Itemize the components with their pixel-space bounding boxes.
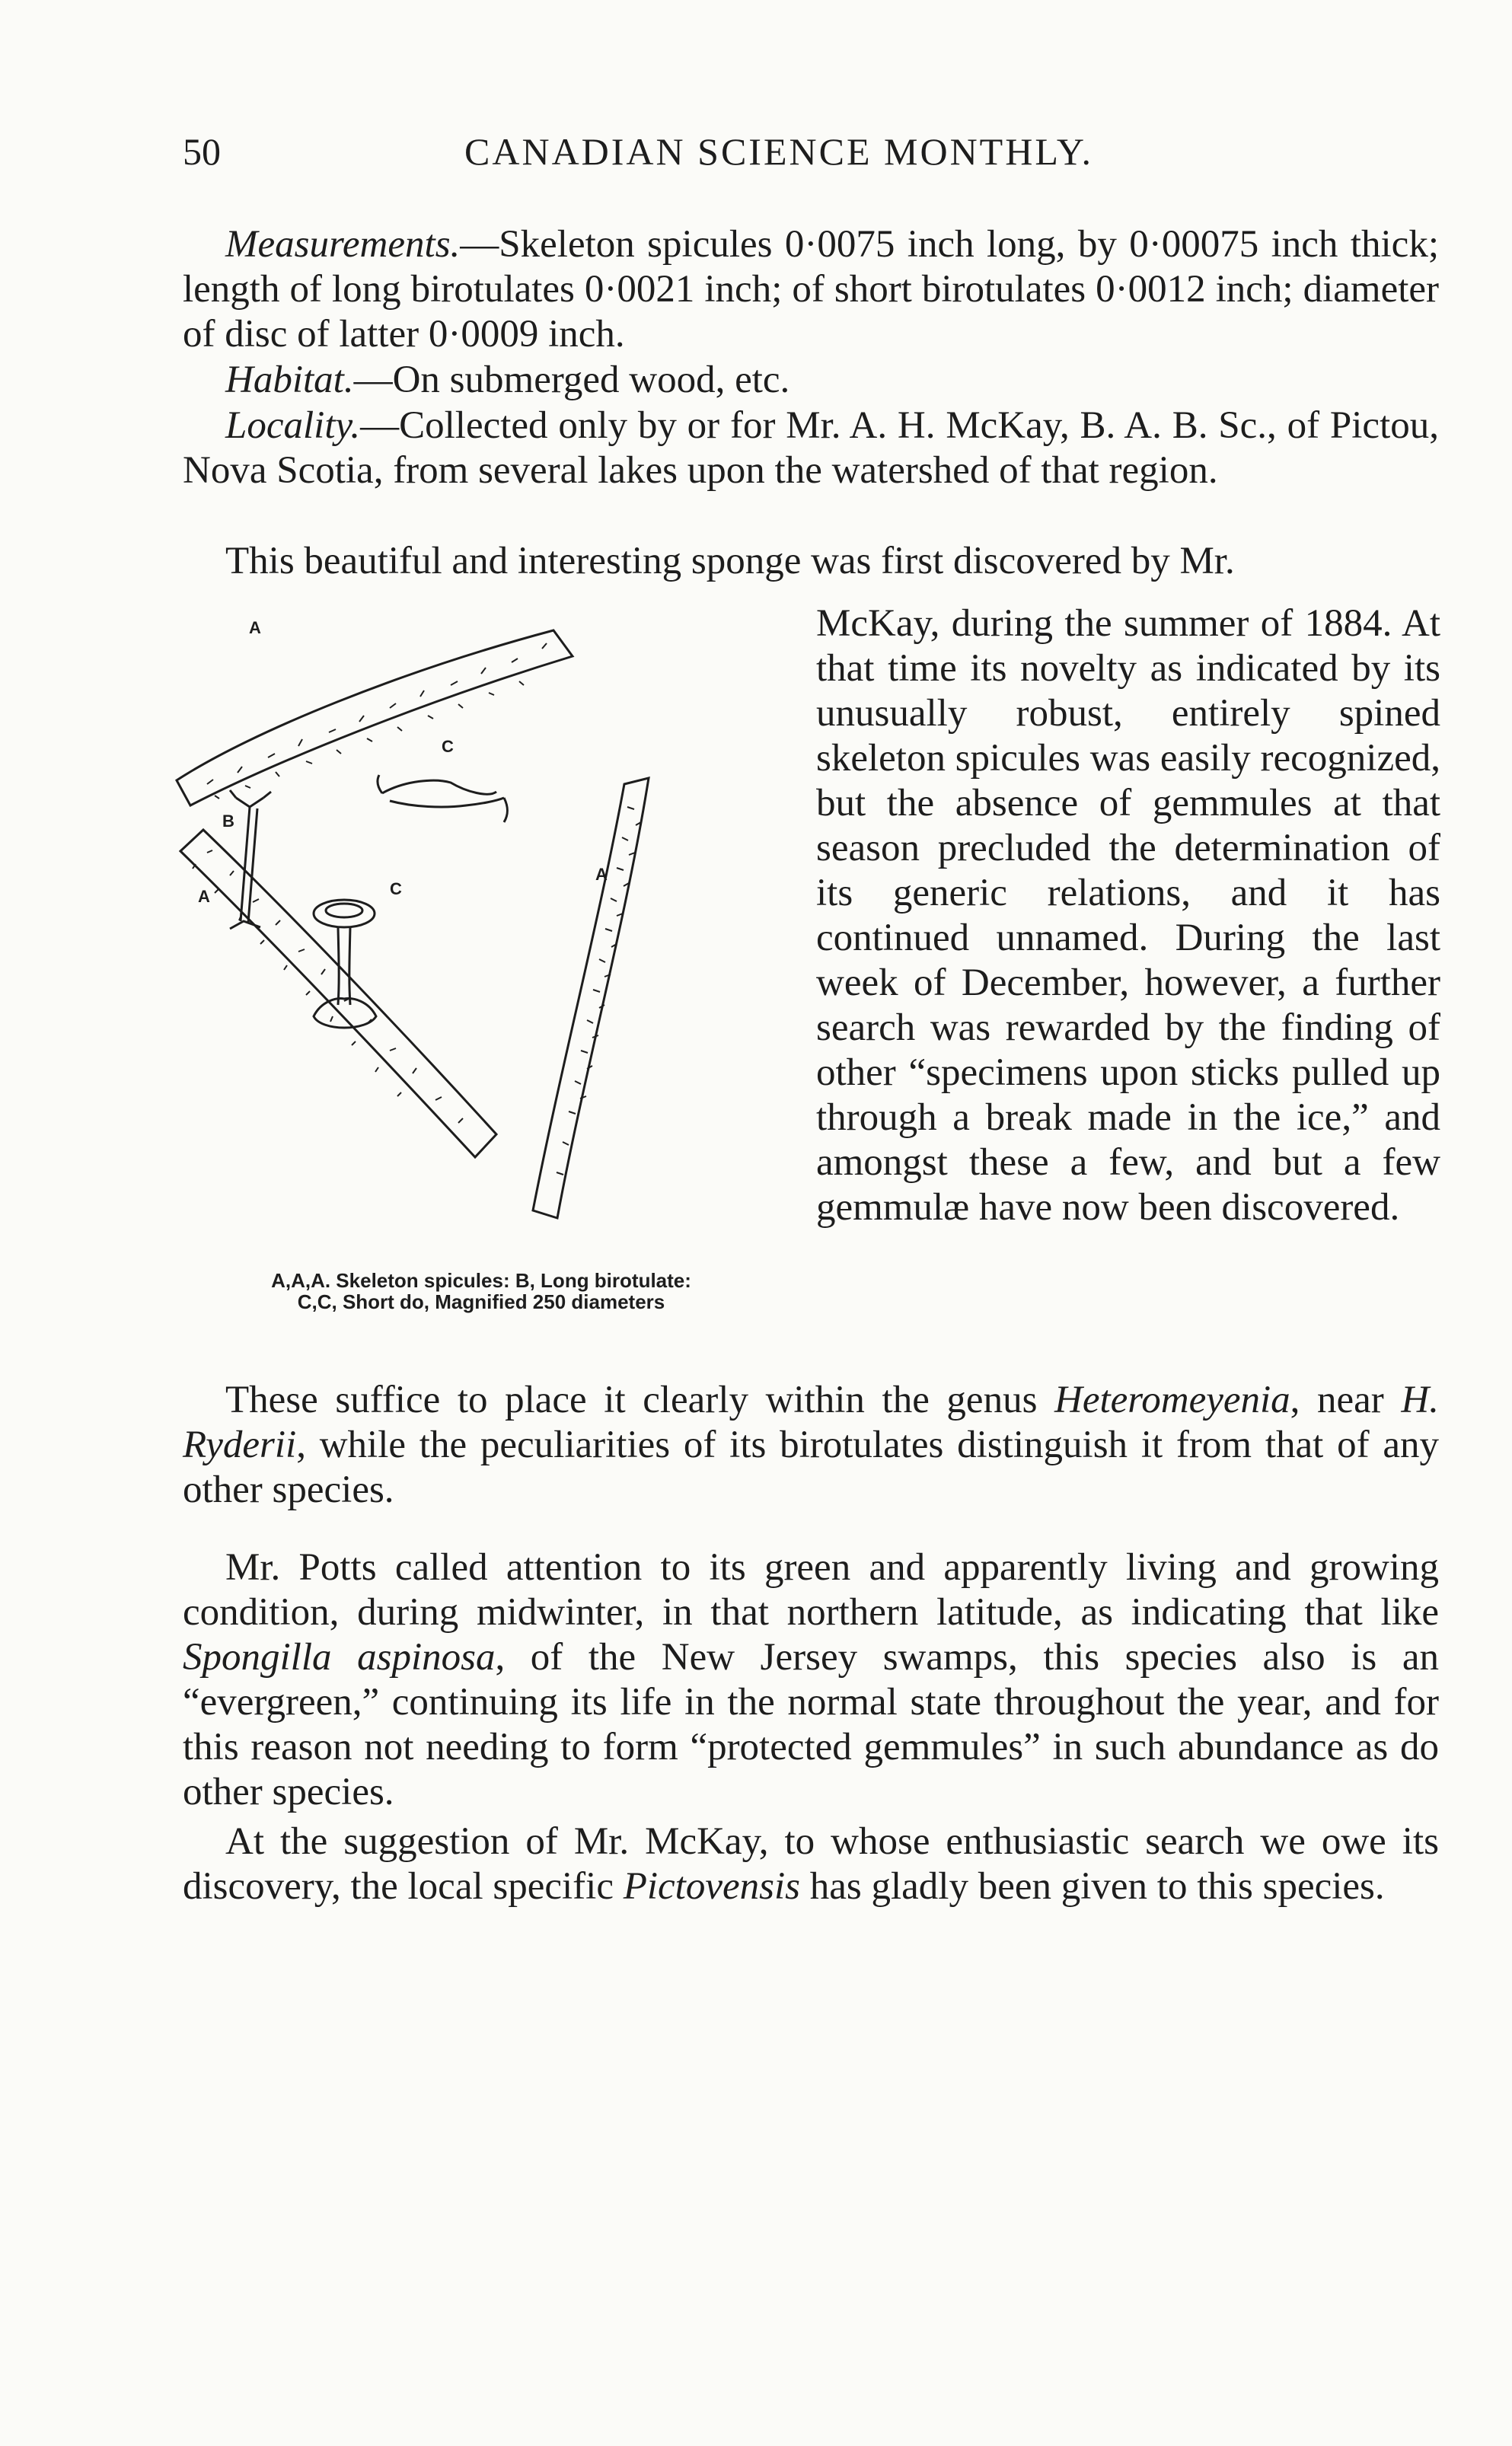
species-name: H. Ryderii [183,1379,1439,1466]
page-number: 50 [183,130,221,173]
discovery-wrapped-text: McKay, during the summer of 1884. At that time its novelty as indicated by its unusually robust, entirely spined skeleton spicules was easily recognized, but the absence of gemmules at that season precluded the determination of its generic relations, and it has continued unnamed. During the last week of December, however, a further search was rewarded by the finding of other “specimens upon sticks pulled up through a break made in the ice,” and amongst these a few, and but a few gemmulæ have now been discovered. [816,602,1440,1229]
habitat-label: Habitat. [225,359,354,401]
measurements-paragraph [183,222,1439,357]
discovery-intro: This beautiful and interesting sponge was first discovered by Mr. [225,540,1235,582]
page-header [183,129,1431,183]
naming-specific: Pictovensis [623,1865,800,1908]
measurements-text: —Skeleton spicules 0·0075 inch long, by 0·00075 inch thick; length of long birotulates 0·0021 inch; of short birotulates 0·0012 inch; diameter of disc of latter 0·0009 inch. [183,223,1439,356]
locality-paragraph [183,403,1439,493]
naming-text-pre: At the suggestion of Mr. McKay, to whose enthusiastic search we owe its discovery, the local specific [183,1820,1439,1908]
habitat-text: —On submerged wood, etc. [353,359,790,401]
locality-text: —Collected only by or for Mr. A. H. McKay, B. A. B. Sc., of Pictou, Nova Scotia, from several lakes upon the watershed of that region. [183,404,1439,492]
potts-text-post: , of the New Jersey swamps, this species also is an “evergreen,” continuing its life in the normal state throughout the year, and for this reason not needing to form “protected gemmules” in such abundance as do other species. [183,1636,1439,1813]
figure-caption [161,1270,801,1312]
potts-text-pre: Mr. Potts called attention to its green and apparently living and growing condition, during midwinter, in that northern latitude, as indicating that like [183,1546,1439,1634]
label-c-middle: C [390,879,402,898]
locality-label: Locality. [225,404,361,447]
naming-paragraph [183,1819,1439,1909]
short-birotulate-middle [314,900,376,1028]
skeleton-spicule-right [533,778,649,1218]
label-a-left: A [198,887,210,906]
label-a-right: A [595,865,608,884]
figure-caption-line-2: C,C, Short do, Magnified 250 diameters [297,1290,665,1313]
label-b: B [222,812,234,831]
potts-paragraph [183,1545,1439,1815]
genus-text-pre: These suffice to place it clearly within the genus [225,1379,1055,1421]
skeleton-spicule-upper [177,630,573,805]
habitat-paragraph [183,358,1439,403]
figure-caption-line-1: A,A,A. Skeleton spicules: B, Long birotulate: [271,1269,691,1292]
sponge-spicule-figure [161,601,801,1271]
potts-species: Spongilla aspinosa [183,1636,496,1679]
naming-text-post: has gladly been given to this species. [799,1865,1385,1908]
label-c-top: C [442,737,454,756]
measurements-label: Measurements. [225,223,461,266]
genus-name: Heteromeyenia [1054,1379,1290,1421]
genus-paragraph [183,1378,1439,1513]
running-head: CANADIAN SCIENCE MONTHLY. [464,130,1094,173]
genus-text-post: , while the peculiarities of its birotulates distinguish it from that of any other species. [183,1424,1439,1511]
short-birotulate-top [378,775,508,822]
genus-text-mid: , near [1290,1379,1402,1421]
label-a-upper: A [249,618,261,637]
